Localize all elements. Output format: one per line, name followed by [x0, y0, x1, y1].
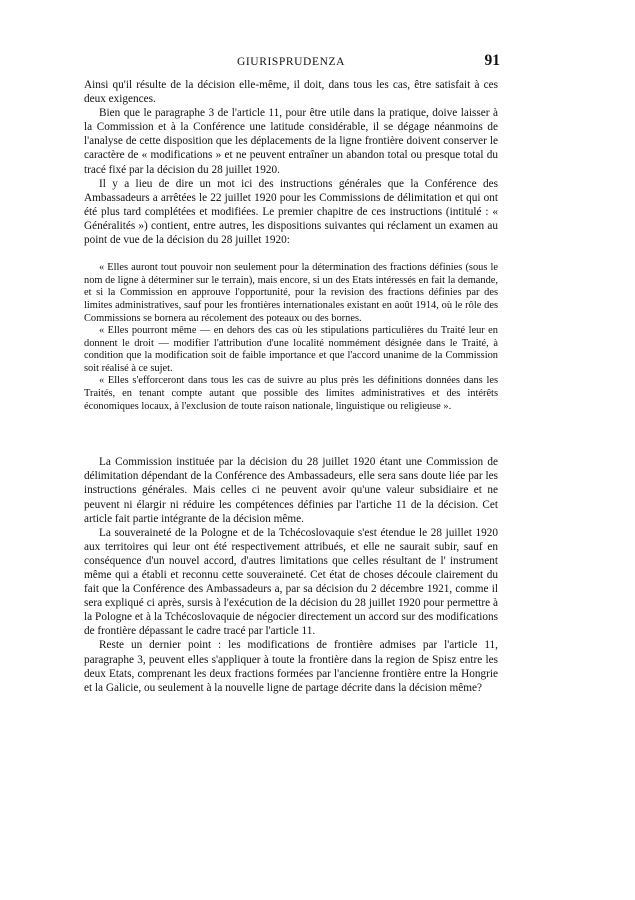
paragraph: Reste un dernier point : les modifications de frontière admises par l'article 11, paragraphe 3, peuvent elles s'appliquer à toute la frontière dans la region de Spisz entre les deux Etats, comprenant les deux fractions formées par l'ancienne frontière entre la Hongrie et la Galicie, ou seulement à la nouvelle ligne de partage décrite dans la décision même? [84, 639, 498, 694]
paragraph: Il y a lieu de dire un mot ici des instructions générales que la Conférence des Ambassadeurs a arrêtées le 22 juillet 1920 pour les Commissions de délimitation et qui ont été plus tard complétées et modifiées. Le premier chapitre de ces instructions (intitulé : « Généralités ») contient, entre autres, les dispositions suivantes qui réclament un examen au point de vue de la décision du 28 juillet 1920: [84, 177, 498, 247]
quote-paragraph: « Elles auront tout pouvoir non seulement pour la détermination des fractions définies (sous le nom de ligne à déterminer sur le terrain), mais encore, si un des Etats intéressés en fait la demande, et si la Commission en approuve l'opportunité, pour la revision des fractions définies par des limites administratives, sauf pour les frontières internationales existant en août 1914, où le rôle des Commissions se bornera au récolement des poteaux ou des bornes. [84, 262, 498, 324]
paragraph: La souveraineté de la Pologne et de la Tchécoslovaquie s'est étendue le 28 juillet 1920 aux territoires qui leur ont été respectivement attribués, et elle ne saurait subir, sauf en conséquence d'un nouvel accord, d'autres limitations que celles résultant de l' instrument même qui a établi et reconnu cette souveraineté. Cet état de choses découle clairement du fait que la Conférence des Ambassadeurs a, par sa décision du 2 décembre 1921, comme il sera expliqué ci après, sursis à l'exécution de la décision du 28 juillet 1920 pour permettre à la Pologne et à la Tchécoslovaquie de négocier directement un accord sur des modifications de frontière dépassant le cadre tracé par l'article 11. [84, 526, 498, 638]
quote-paragraph: « Elles s'efforceront dans tous les cas de suivre au plus près les définitions données dans les Traités, en tenant compte autant que possible des limites administratives et des intérêts économiques locaux, à l'exclusion de toute raison nationale, linguistique ou religieuse ». [84, 375, 498, 412]
body-text-top [84, 78, 498, 247]
document-page [84, 52, 498, 695]
page-number: 91 [484, 52, 500, 69]
block-quote [84, 262, 498, 413]
quote-paragraph: « Elles pourront même — en dehors des cas où les stipulations particulières du Traité leur en donnent le droit — modifier l'attribution d'une localité nommément désignée dans le Traité, à condition que la modification soit de faible importance et que l'accord unanime de la Commission soit réalisé à ce sujet. [84, 325, 498, 374]
running-header-title: GIURISPRUDENZA [236, 56, 346, 68]
running-header [84, 52, 498, 78]
paragraph: La Commission instituée par la décision du 28 juillet 1920 étant une Commission de délimitation dépendant de la Conférence des Ambassadeurs, elle sera sans doute liée par les instructions générales. Mais celles ci ne peuvent avoir qu'une valeur subsidiaire et ne peuvent ni élargir ni réduire les compétences définies par l'artiche 11 de la décision. Cet article fait partie intégrante de la décision même. [84, 456, 498, 525]
paragraph: Bien que le paragraphe 3 de l'article 11, pour être utile dans la pratique, doive laisser à la Commission et à la Conférence une latitude considérable, il se dégage néanmoins de l'analyse de cette disposition que les déplacements de la ligne frontière doivent conserver le caractère de « modifications » et ne peuvent entraîner un abandon total ou presque total du tracé fixé par la décision du 28 juillet 1920. [84, 107, 498, 176]
body-text-bottom [84, 455, 498, 695]
paragraph: Ainsi qu'il résulte de la décision elle-même, il doit, dans tous les cas, être satisfait à ces deux exigences. [84, 79, 498, 106]
